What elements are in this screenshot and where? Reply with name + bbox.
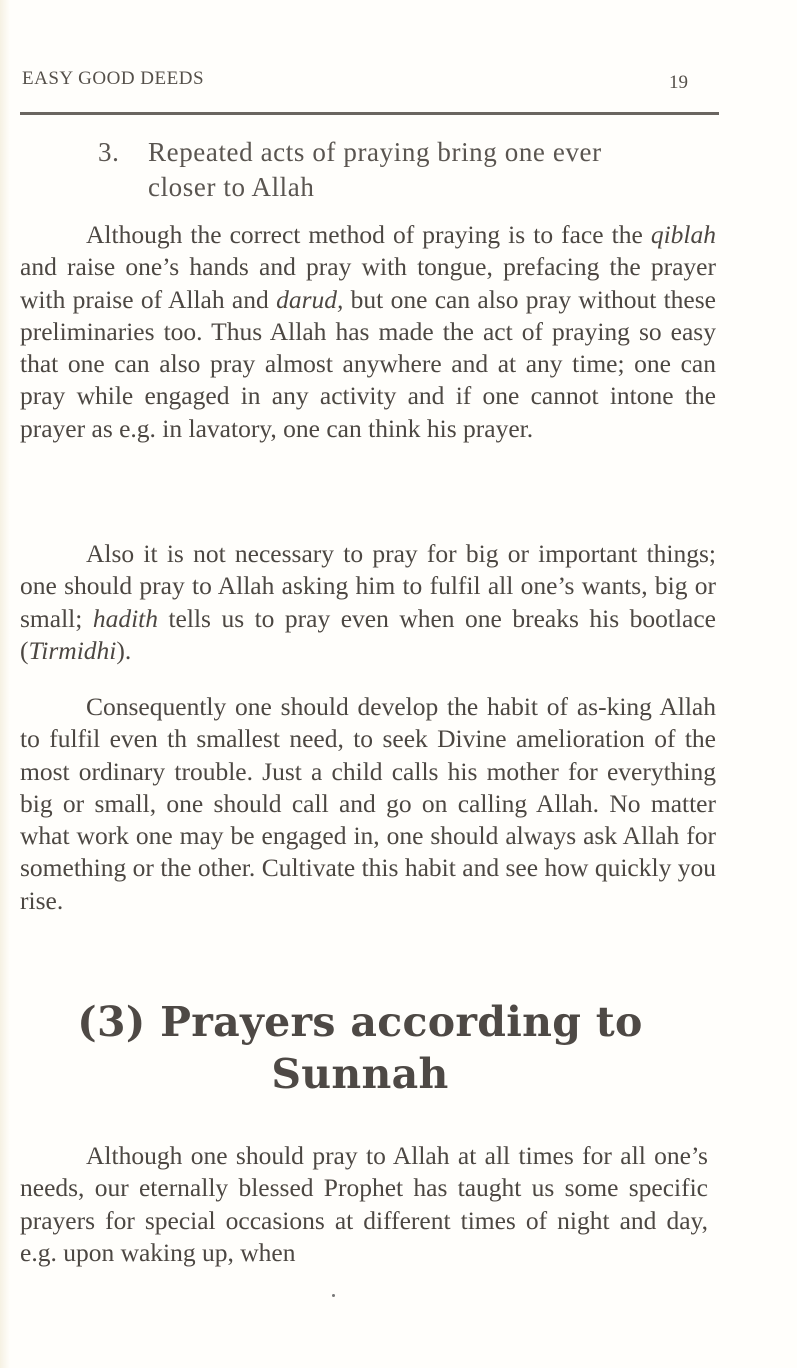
text-run: and raise one’s hands and pray with tongue, prefacing the prayer with praise of Allah and (20, 252, 716, 314)
text-run: but one can also pray without these preliminaries too. Thus Allah has made the act of praying so easy that one can also pray almost anywhere and at any time; one can pray while engaged in any activity and if one cannot intone the prayer as e.g. in lavatory, one can think his prayer. (20, 284, 716, 443)
text-run: ). (116, 635, 132, 665)
text-run: Although one should pray to Allah at all times for all one’s needs, our eternally blessed Prophet has taught us some specific prayers for special occasions at different times of night and day, e.g. upon waking up, when (20, 1141, 708, 1267)
page-edge-shadow (0, 0, 10, 1368)
heading-number: 3. (98, 137, 120, 167)
italic-citation-tirmidhi: Tirmidhi (28, 635, 117, 665)
italic-term-hadith: hadith (92, 603, 158, 633)
page-number: 19 (669, 72, 688, 93)
header-rule (20, 112, 719, 115)
paragraph-sunnah-prayers (20, 1140, 708, 1269)
italic-term-qiblah: qiblah (650, 220, 716, 249)
text-run: Although the correct method of praying is to face the (86, 220, 651, 249)
italic-term-darud: darud, (276, 284, 344, 314)
text-run: Consequently one should develop the habit of as-king Allah to fulfil even th smallest need, to seek Divine amelioration of the most ordinary trouble. Just a child calls his mother for everything big or small, one should call and go on calling Allah. No matter what work one may be engaged in, one should always ask Allah for something or the other. Cultivate this habit and see how quickly you rise. (20, 692, 716, 915)
text-run: tells us to pray even when one breaks his bootlace ( (20, 603, 716, 665)
heading-text: Repeated acts of praying bring one ever closer to Allah (148, 137, 602, 202)
paragraph-praying-method (20, 219, 716, 445)
numbered-heading (98, 135, 658, 205)
running-head-title: EASY GOOD DEEDS (22, 68, 205, 89)
section-title-line-2: Sunnah (271, 1050, 449, 1098)
print-speck (332, 1294, 335, 1297)
section-title (40, 996, 680, 1100)
section-title-line-1: (3) Prayers according to (77, 998, 643, 1046)
paragraph-small-needs (20, 538, 716, 667)
text-run: Also it is not necessary to pray for big or important things; one should pray to Allah asking him to fulfil all one’s wants, big or small; (20, 539, 716, 633)
paragraph-habit (20, 691, 716, 917)
